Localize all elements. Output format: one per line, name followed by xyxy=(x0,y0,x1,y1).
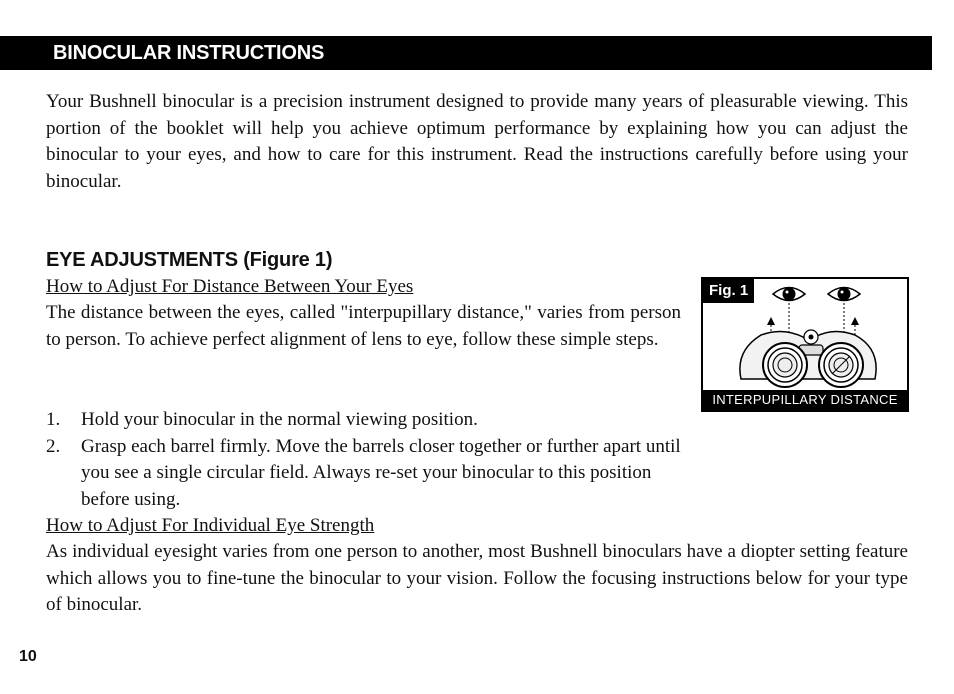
header-bar xyxy=(0,36,932,70)
right-eye-icon xyxy=(828,288,860,301)
subheading-distance: How to Adjust For Distance Between Your Eyes xyxy=(46,276,414,297)
left-eye-icon xyxy=(773,288,805,301)
figure-1 xyxy=(701,277,909,412)
strength-paragraph: As individual eyesight varies from one person to another, most Bushnell binoculars have a diopter setting feature which allows you to fine-tune the binocular to your vision. Follow the focusing instructions below for your type of binocular. xyxy=(46,541,908,615)
page-number: 10 xyxy=(19,648,37,665)
step-text: Grasp each barrel firmly. Move the barrels closer together or further apart until you see a single circular field. Always re-set your binocular to this position before using. xyxy=(81,435,681,510)
steps-list xyxy=(46,407,906,513)
step-number: 2. xyxy=(46,435,61,457)
binocular-icon xyxy=(740,330,876,387)
figure-label: Fig. 1 xyxy=(703,279,754,303)
step-number: 1. xyxy=(46,409,61,430)
page-title: BINOCULAR INSTRUCTIONS xyxy=(53,42,325,64)
figure-caption: INTERPUPILLARY DISTANCE xyxy=(703,390,907,410)
step-text: Hold your binocular in the normal viewing position. xyxy=(81,409,478,430)
section-heading-eye-adjustments: EYE ADJUSTMENTS (Figure 1) xyxy=(46,249,333,271)
intro-paragraph: Your Bushnell binocular is a precision instrument designed to provide many years of pleasurable viewing. This portion of the booklet will help you achieve optimum performance by explaining how you can adjust the binocular to your eyes, and how to care for this instrument. Read the instructions carefully before using your binocular. xyxy=(46,91,908,192)
distance-paragraph: The distance between the eyes, called "interpupillary distance," varies from person to person. To achieve perfect alignment of lens to eye, follow these simple steps. xyxy=(46,302,681,350)
subheading-strength: How to Adjust For Individual Eye Strength xyxy=(46,515,375,536)
list-item xyxy=(46,434,696,514)
